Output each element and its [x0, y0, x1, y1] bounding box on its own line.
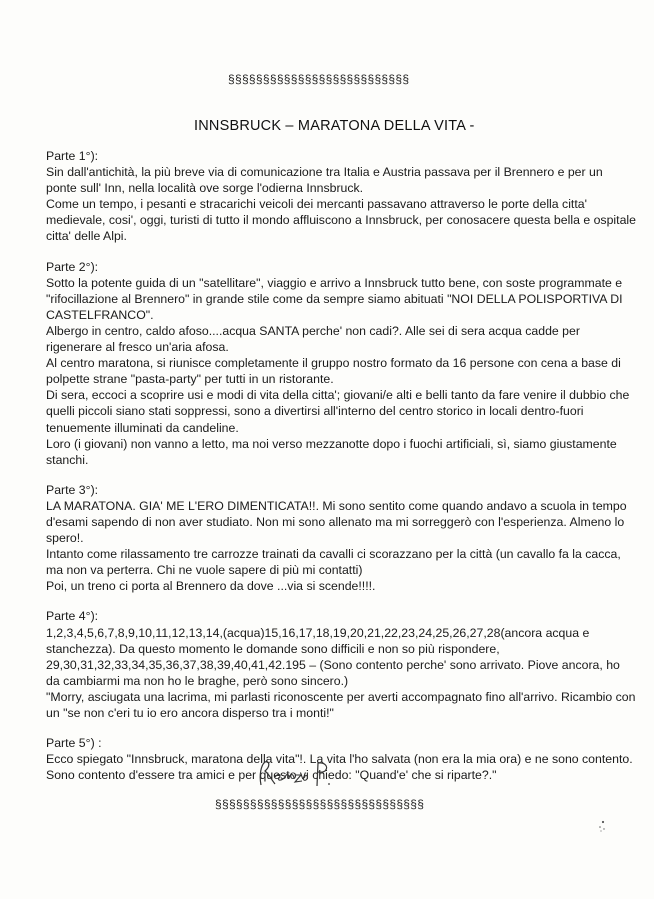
paragraph: 1,2,3,4,5,6,7,8,9,10,11,12,13,14,(acqua)15,16,17,18,19,20,21,22,23,24,25,26,27,28(ancora acqua e stanchezza). Da questo momento le domande sono difficili e non so più rispondere, 29,30,31,32,33,34,35,36,37,38,39,40,41,42.195 – (Sono contento perche' sono arrivato. Piove ancora, ho da cambiarmi ma non ho le braghe, però sono sincero.)	[46, 625, 620, 688]
paragraph: Poi, un treno ci porta al Brennero da dove ...via si scende!!!!.	[46, 579, 376, 594]
section-parte-3	[46, 482, 636, 595]
section-heading: Parte 1°):	[46, 149, 99, 163]
document-body	[46, 148, 636, 797]
section-heading: Parte 3°):	[46, 482, 99, 497]
paragraph: Sotto la potente guida di un "satellitare", viaggio e arrivo a Innsbruck tutto bene, con soste programmate e "rifocillazione al Brennero" in grande stile come da sempre siamo abituati "NOI DELLA POLISPORTIVA DI CASTELFRANCO".	[46, 275, 623, 322]
ink-smudge-mark	[594, 818, 610, 834]
paragraph: LA MARATONA. GIA' ME L'ERO DIMENTICATA!!. Mi sono sentito come quando andavo a scuola in tempo d'esami sapendo di non aver studiato. Non mi sono allenato ma mi sorreggerò con l'esperienza. Almeno lo spero!.	[46, 498, 627, 546]
handwritten-signature	[255, 757, 335, 791]
document-title: INNSBRUCK – MARATONA DELLA VITA -	[194, 118, 475, 134]
separator-bottom: §§§§§§§§§§§§§§§§§§§§§§§§§§§§§§	[215, 797, 425, 811]
paragraph: Ecco spiegato "Innsbruck, maratona della vita"!. La vita l'ho salvata (non era la mia ora) e ne sono contento. Sono contento d'essere tra amici e per questo vi chiedo: "Quand'e' che si riparte?."	[46, 752, 633, 783]
section-parte-5	[46, 735, 636, 783]
section-heading: Parte 4°):	[46, 609, 99, 624]
separator-top: §§§§§§§§§§§§§§§§§§§§§§§§§§	[228, 72, 410, 86]
section-parte-4	[46, 608, 636, 721]
paragraph: Come un tempo, i pesanti e stracarichi veicoli dei mercanti passavano attraverso le porte della citta' medievale, cosi', oggi, turisti di tutto il mondo affluiscono a Innsbruck, per conosacere questa bella e ospitale citta' delle Alpi.	[46, 197, 636, 244]
paragraph: Di sera, eccoci a scoprire usi e modi di vita della citta'; giovani/e alti e belli tanto da fare venire il dubbio che quelli piccoli siano stati soppressi, sono a divertirsi all'interno del centro storico in locali dentro-fuori tenuemente illuminati da candeline.	[46, 388, 630, 435]
paragraph: Al centro maratona, si riunisce completamente il gruppo nostro formato da 16 persone con cena a base di polpette strane "pasta-party" per tutti in un ristorante.	[46, 356, 621, 387]
paragraph: Sin dall'antichità, la più breve via di comunicazione tra Italia e Austria passava per il Brennero e per un ponte sull' Inn, nella località ove sorge l'odierna Innsbruck.	[46, 165, 603, 196]
section-parte-2	[46, 259, 636, 468]
paragraph: Intanto come rilassamento tre carrozze trainati da cavalli ci scorazzano per la città (un cavallo fa la cacca, ma non va perterra. Chi ne vuole sapere di più mi contatti)	[46, 547, 621, 578]
paragraph: Albergo in centro, caldo afoso....acqua SANTA perche' non cadi?. Alle sei di sera acqua cadde per rigenerare al fresco un'aria afosa.	[46, 323, 580, 355]
section-heading: Parte 2°):	[46, 259, 99, 274]
paragraph: Loro (i giovani) non vanno a letto, ma noi verso mezzanotte dopo i fuochi artificiali, sì, siamo giustamente stanchi.	[46, 436, 617, 467]
section-heading: Parte 5°) :	[46, 736, 102, 751]
paragraph: "Morry, asciugata una lacrima, mi parlasti riconoscente per averti accompagnato fino all'arrivo. Ricambio con un "se non c'eri tu io ero ancora disperso tra i monti!"	[46, 689, 636, 720]
section-parte-1	[46, 148, 636, 245]
